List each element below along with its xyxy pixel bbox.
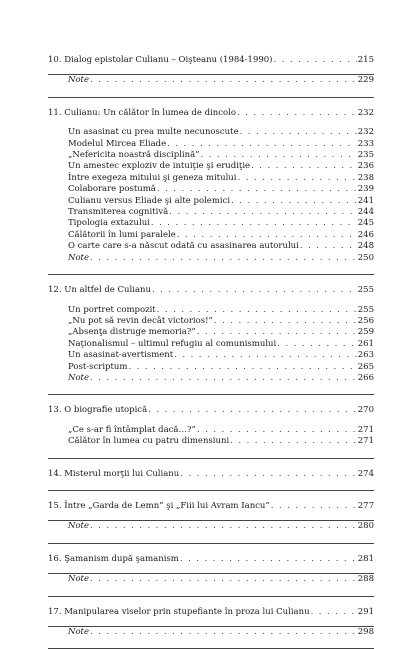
subentry-title: Călătorii în lumi paralele: [68, 229, 176, 240]
toc-entry: [48, 554, 374, 565]
leader-dots: [197, 327, 357, 338]
leader-dots: [274, 55, 357, 66]
subentry-title: „Nu pot să revin decât victorios!”: [68, 315, 213, 326]
leader-dots: [177, 230, 357, 241]
note-page: 229: [357, 75, 374, 86]
leader-dots: [148, 405, 357, 416]
leader-dots: [157, 305, 357, 316]
toc-note: [48, 627, 374, 638]
subentry-title: Călător în lumea cu patru dimensiuni: [68, 436, 230, 447]
entry-page: 277: [357, 500, 374, 511]
toc-subentry: [48, 241, 374, 252]
leader-dots: [180, 469, 357, 480]
subentry-page: 256: [357, 315, 374, 326]
toc-subentry: [48, 362, 374, 373]
subentry-title: Colaborare postumă: [68, 184, 156, 195]
subentry-title: Naţionalismul – ultimul refugiu al comunismului: [68, 338, 277, 349]
leader-dots: [240, 127, 357, 138]
leader-dots: [214, 316, 357, 327]
toc-chapter: [48, 607, 374, 639]
subentry-title: Culianu versus Eliade şi alte polemici: [68, 195, 231, 206]
note-label: Note: [68, 252, 90, 263]
note-label: Note: [68, 75, 90, 86]
toc-subentry: [48, 350, 374, 361]
entry-page: 274: [357, 468, 374, 479]
note-label: Note: [68, 372, 90, 383]
toc-subentry: [48, 436, 374, 447]
leader-dots: [231, 196, 357, 207]
toc-entry: [48, 501, 374, 512]
toc-note: [48, 521, 374, 532]
subentry-page: 255: [357, 304, 374, 315]
subentry-title: „Absenţa distruge memoria?”: [68, 327, 196, 338]
toc-subentry: [48, 339, 374, 350]
table-of-contents: [48, 55, 374, 649]
subentry-title: Între exegeza mitului şi geneza mitului: [68, 172, 237, 183]
note-page: 288: [357, 574, 374, 585]
note-page: 266: [357, 372, 374, 383]
toc-entry: [48, 285, 374, 296]
subentry-page: 271: [357, 436, 374, 447]
leader-dots: [311, 607, 357, 618]
toc-chapter: [48, 285, 374, 384]
note-page: 298: [357, 627, 374, 637]
toc-subentry: [48, 184, 374, 195]
subentry-title: Transmiterea cognitivă: [68, 207, 169, 218]
leader-dots: [180, 554, 357, 565]
toc-subentry: [48, 218, 374, 229]
leader-dots: [230, 436, 357, 447]
subentry-page: 265: [357, 361, 374, 372]
subentry-page: 238: [357, 172, 374, 183]
toc-subentry: [48, 327, 374, 338]
leader-dots: [128, 362, 356, 373]
toc-entry: [48, 469, 374, 480]
subentry-page: 233: [357, 138, 374, 149]
subentry-title: Un amestec exploziv de intuiţie şi erudiţie: [68, 161, 251, 172]
subentry-page: 236: [357, 161, 374, 172]
note-label: Note: [68, 521, 90, 532]
entry-title: 16. Şamanism după şamanism: [48, 553, 179, 564]
leader-dots: [90, 521, 357, 532]
entry-page: 291: [357, 606, 374, 617]
toc-subentry: [48, 127, 374, 138]
subentry-title: „Ce s-ar fi întâmplat dacă…?”: [68, 424, 196, 435]
note-page: 250: [357, 252, 374, 263]
subentry-page: 241: [357, 195, 374, 206]
leader-dots: [90, 574, 357, 585]
toc-entry: [48, 108, 374, 119]
leader-dots: [157, 184, 357, 195]
leader-dots: [277, 339, 357, 350]
entry-title: 17. Manipularea viselor prin stupefiante în proza lui Culianu: [48, 606, 310, 617]
note-page: 280: [357, 521, 374, 532]
entry-page: 270: [357, 405, 374, 416]
subentry-page: 245: [357, 218, 374, 229]
subentry-title: O carte care s-a născut odată cu asasinarea autorului: [68, 241, 299, 252]
subentry-page: 271: [357, 424, 374, 435]
toc-entry: [48, 405, 374, 416]
subentry-page: 244: [357, 207, 374, 218]
toc-chapter: [48, 554, 374, 586]
leader-dots: [152, 285, 357, 296]
leader-dots: [90, 627, 357, 638]
leader-dots: [251, 161, 357, 172]
subentry-title: Un portret compozit: [68, 304, 156, 315]
subentry-page: 246: [357, 229, 374, 240]
leader-dots: [90, 373, 357, 384]
toc-subentry: [48, 207, 374, 218]
entry-title: 11. Culianu: Un călător în lumea de dincolo: [48, 107, 236, 118]
toc-subentry: [48, 150, 374, 161]
leader-dots: [201, 150, 357, 161]
leader-dots: [90, 253, 357, 264]
leader-dots: [197, 425, 357, 436]
entry-page: 281: [357, 553, 374, 564]
subentry-page: 239: [357, 184, 374, 195]
note-label: Note: [68, 627, 90, 637]
subentry-title: Modelul Mircea Eliade: [68, 138, 167, 149]
toc-entry: [48, 607, 374, 618]
toc-note: [48, 373, 374, 384]
toc-chapter: [48, 469, 374, 480]
toc-chapter: [48, 108, 374, 264]
toc-chapter: [48, 55, 374, 87]
leader-dots: [174, 350, 357, 361]
entry-page: 232: [357, 107, 374, 118]
entry-title: 13. O biografie utopică: [48, 405, 148, 416]
entry-page: 255: [357, 285, 374, 296]
subentry-page: 261: [357, 338, 374, 349]
toc-note: [48, 253, 374, 264]
toc-subentry: [48, 305, 374, 316]
leader-dots: [169, 207, 357, 218]
subentry-title: Post-scriptum: [68, 361, 128, 372]
subentry-page: 235: [357, 150, 374, 161]
toc-subentry: [48, 161, 374, 172]
toc-subentry: [48, 139, 374, 150]
leader-dots: [90, 75, 357, 86]
entry-page: 215: [357, 55, 374, 65]
note-label: Note: [68, 574, 90, 585]
toc-subentry: [48, 230, 374, 241]
toc-chapter: [48, 501, 374, 533]
leader-dots: [237, 108, 357, 119]
entry-title: 14. Misterul morţii lui Culianu: [48, 468, 180, 479]
toc-note: [48, 75, 374, 86]
toc-subentry: [48, 173, 374, 184]
toc-subentry: [48, 196, 374, 207]
subentry-page: 248: [357, 241, 374, 252]
subentry-page: 259: [357, 327, 374, 338]
toc-entry: [48, 55, 374, 66]
toc-chapter: [48, 405, 374, 447]
leader-dots: [151, 218, 357, 229]
leader-dots: [238, 173, 357, 184]
subentry-title: Un asasinat-avertisment: [68, 350, 174, 361]
leader-dots: [271, 501, 357, 512]
subentry-page: 232: [357, 127, 374, 138]
leader-dots: [167, 139, 357, 150]
toc-note: [48, 574, 374, 585]
subentry-title: „Nefericita noastră disciplină”: [68, 150, 200, 161]
entry-title: 12. Un altfel de Culianu: [48, 285, 151, 296]
toc-subentry: [48, 316, 374, 327]
toc-subentry: [48, 425, 374, 436]
entry-title: 15. Între „Garda de Lemn” şi „Fiii lui Avram Iancu”: [48, 500, 270, 511]
leader-dots: [300, 241, 357, 252]
subentry-title: Un asasinat cu prea multe necunoscute: [68, 127, 239, 138]
subentry-page: 263: [357, 350, 374, 361]
entry-title: 10. Dialog epistolar Culianu – Oişteanu (1984-1990): [48, 55, 273, 65]
subentry-title: Tipologia extazului: [68, 218, 150, 229]
